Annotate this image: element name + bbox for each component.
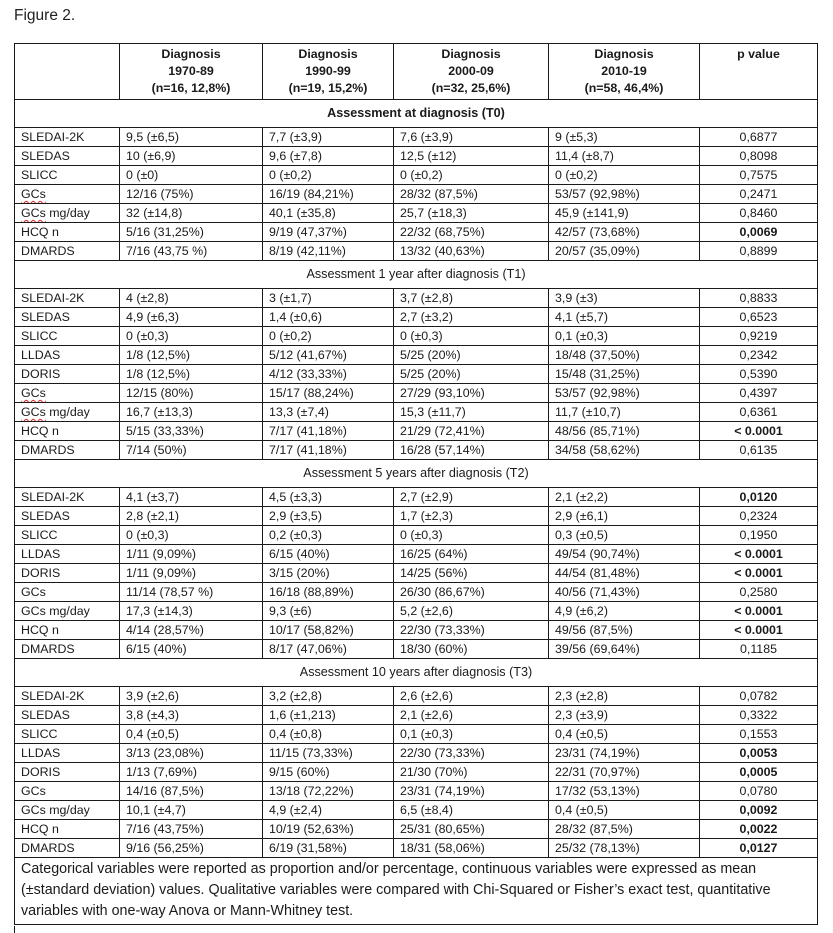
value-cell: 8/17 (47,06%) [263,640,394,659]
value-cell: 1/13 (7,69%) [120,763,263,782]
value-cell: 49/56 (87,5%) [549,621,700,640]
table-row [15,583,818,602]
value-cell: 22/31 (70,97%) [549,763,700,782]
p-value-cell: 0,0780 [700,782,818,801]
row-label-text: GCs mg/day [21,405,90,419]
value-cell: 25,7 (±18,3) [394,204,549,223]
row-label: HCQ n [15,223,120,242]
value-cell: 1/8 (12,5%) [120,346,263,365]
value-cell: 4/12 (33,33%) [263,365,394,384]
value-cell: 7/14 (50%) [120,441,263,460]
value-cell: 18/30 (60%) [394,640,549,659]
p-value-cell: < 0.0001 [700,621,818,640]
value-cell: 7/17 (41,18%) [263,441,394,460]
value-cell: 6,5 (±8,4) [394,801,549,820]
value-cell: 1,4 (±0,6) [263,308,394,327]
table-row [15,384,818,403]
value-cell: 0 (±0,2) [549,166,700,185]
p-value-cell: < 0.0001 [700,602,818,621]
value-cell: 11,7 (±10,7) [549,403,700,422]
value-cell: 0,2 (±0,3) [263,526,394,545]
value-cell: 2,9 (±3,5) [263,507,394,526]
p-value-cell: 0,2580 [700,583,818,602]
value-cell: 28/32 (87,5%) [549,820,700,839]
value-cell: 0 (±0,3) [120,327,263,346]
row-label: SLICC [15,327,120,346]
value-cell: 12,5 (±12) [394,147,549,166]
header-period-4 [549,44,700,100]
value-cell: 4/14 (28,57%) [120,621,263,640]
value-cell: 2,1 (±2,6) [394,706,549,725]
row-label: GCs [15,782,120,801]
section-title: Assessment 10 years after diagnosis (T3) [15,659,818,687]
table-row [15,602,818,621]
spellcheck-word: GCs [21,206,46,220]
table-row [15,346,818,365]
row-label: SLEDAS [15,308,120,327]
value-cell: 7/17 (41,18%) [263,422,394,441]
row-label: SLICC [15,725,120,744]
value-cell: 4,9 (±2,4) [263,801,394,820]
value-cell: 2,8 (±2,1) [120,507,263,526]
value-cell: 11/14 (78,57 %) [120,583,263,602]
value-cell: 1/8 (12,5%) [120,365,263,384]
header-p-value [700,44,818,100]
value-cell: 3 (±1,7) [263,289,394,308]
header-line: Diagnosis [594,47,654,61]
value-cell: 3,2 (±2,8) [263,687,394,706]
value-cell: 42/57 (73,68%) [549,223,700,242]
p-value-cell: 0,0127 [700,839,818,858]
value-cell: 3,8 (±4,3) [120,706,263,725]
header-period-1 [120,44,263,100]
value-cell: 16,7 (±13,3) [120,403,263,422]
table-row [15,488,818,507]
value-cell: 0 (±0,2) [263,166,394,185]
value-cell: 5,2 (±2,6) [394,602,549,621]
row-label: DMARDS [15,640,120,659]
header-empty-cell [15,44,120,100]
value-cell: 53/57 (92,98%) [549,384,700,403]
value-cell: 16/18 (88,89%) [263,583,394,602]
value-cell: 0 (±0,3) [120,526,263,545]
p-value-cell: 0,2324 [700,507,818,526]
value-cell: 17/32 (53,13%) [549,782,700,801]
table-row [15,744,818,763]
table-row [15,621,818,640]
value-cell: 18/48 (37,50%) [549,346,700,365]
value-cell: 32 (±14,8) [120,204,263,223]
row-label [15,204,120,223]
row-label: SLEDAI-2K [15,128,120,147]
section-title: Assessment 1 year after diagnosis (T1) [15,261,818,289]
value-cell: 13/18 (72,22%) [263,782,394,801]
value-cell: 9,6 (±7,8) [263,147,394,166]
value-cell: 34/58 (58,62%) [549,441,700,460]
p-value-cell: 0,9219 [700,327,818,346]
header-row [15,44,818,100]
table-row [15,801,818,820]
row-label: SLEDAS [15,706,120,725]
footnote-text: Categorical variables were reported as proportion and/or percentage, continuous variables were expressed as mean (±standard deviation) values. Qualitative variables were compared with Chi-Squared or Fisher’s exact test, quantitative variables with one-way Anova or Mann-Whitney test. [15,858,818,925]
p-value-cell: 0,0120 [700,488,818,507]
table-row [15,327,818,346]
table-row [15,545,818,564]
value-cell: 2,6 (±2,6) [394,687,549,706]
section-header-row [15,460,818,488]
value-cell: 4 (±2,8) [120,289,263,308]
table-row [15,441,818,460]
table-row [15,839,818,858]
section-header-row [15,100,818,128]
header-line: Diagnosis [161,47,221,61]
value-cell: 2,7 (±3,2) [394,308,549,327]
figure-title: Figure 2. [14,7,76,24]
value-cell: 7,6 (±3,9) [394,128,549,147]
value-cell: 7/16 (43,75%) [120,820,263,839]
page-edge-line [14,926,15,933]
header-period-3 [394,44,549,100]
value-cell: 12/16 (75%) [120,185,263,204]
p-value-cell: 0,0022 [700,820,818,839]
value-cell: 20/57 (35,09%) [549,242,700,261]
table-row [15,128,818,147]
value-cell: 1,7 (±2,3) [394,507,549,526]
p-value-cell: 0,1553 [700,725,818,744]
table-row [15,564,818,583]
value-cell: 5/12 (41,67%) [263,346,394,365]
value-cell: 5/15 (33,33%) [120,422,263,441]
value-cell: 11/15 (73,33%) [263,744,394,763]
table-row [15,782,818,801]
value-cell: 18/31 (58,06%) [394,839,549,858]
value-cell: 48/56 (85,71%) [549,422,700,441]
value-cell: 13/32 (40,63%) [394,242,549,261]
value-cell: 9,3 (±6) [263,602,394,621]
value-cell: 22/30 (73,33%) [394,744,549,763]
p-value-cell: 0,8833 [700,289,818,308]
value-cell: 4,1 (±3,7) [120,488,263,507]
value-cell: 5/25 (20%) [394,365,549,384]
header-line: Diagnosis [298,47,358,61]
row-label: HCQ n [15,422,120,441]
value-cell: 3/15 (20%) [263,564,394,583]
header-line: (n=32, 25,6%) [431,81,511,95]
header-line: (n=16, 12,8%) [151,81,231,95]
row-label: SLEDAS [15,507,120,526]
p-value-cell: 0,4397 [700,384,818,403]
table-row [15,289,818,308]
value-cell: 6/15 (40%) [263,545,394,564]
value-cell: 25/31 (80,65%) [394,820,549,839]
row-label: GCs [15,583,120,602]
row-label: GCs mg/day [15,602,120,621]
spellcheck-word: GCs [21,386,46,400]
value-cell: 26/30 (86,67%) [394,583,549,602]
table-row [15,725,818,744]
value-cell: 0 (±0,3) [394,327,549,346]
value-cell: 9 (±5,3) [549,128,700,147]
spellcheck-word: GCs [21,187,46,201]
value-cell: 10,1 (±4,7) [120,801,263,820]
p-value-cell: 0,6135 [700,441,818,460]
value-cell: 16/28 (57,14%) [394,441,549,460]
value-cell: 0 (±0,2) [263,327,394,346]
value-cell: 2,1 (±2,2) [549,488,700,507]
value-cell: 9/15 (60%) [263,763,394,782]
value-cell: 0,4 (±0,8) [263,725,394,744]
value-cell: 10/17 (58,82%) [263,621,394,640]
table-row [15,403,818,422]
value-cell: 45,9 (±141,9) [549,204,700,223]
value-cell: 3,9 (±2,6) [120,687,263,706]
row-label [15,384,120,403]
value-cell: 15/48 (31,25%) [549,365,700,384]
value-cell: 9/16 (56,25%) [120,839,263,858]
p-value-cell: 0,0005 [700,763,818,782]
results-table [14,43,818,925]
value-cell: 0,4 (±0,5) [549,725,700,744]
footnote-row [15,858,818,925]
row-label: SLEDAI-2K [15,687,120,706]
spellcheck-word: GCs [21,405,46,419]
value-cell: 10 (±6,9) [120,147,263,166]
p-value-cell: 0,0092 [700,801,818,820]
table-body [15,100,818,925]
value-cell: 4,1 (±5,7) [549,308,700,327]
table-row [15,706,818,725]
p-value-cell: 0,1185 [700,640,818,659]
value-cell: 7,7 (±3,9) [263,128,394,147]
value-cell: 0 (±0,3) [394,526,549,545]
value-cell: 5/25 (20%) [394,346,549,365]
p-value-cell: 0,6877 [700,128,818,147]
p-value-cell: 0,0069 [700,223,818,242]
p-value-cell: < 0.0001 [700,545,818,564]
table-row [15,308,818,327]
value-cell: 14/16 (87,5%) [120,782,263,801]
value-cell: 10/19 (52,63%) [263,820,394,839]
row-label: HCQ n [15,621,120,640]
value-cell: 0,1 (±0,3) [549,327,700,346]
row-label [15,403,120,422]
row-label: LLDAS [15,346,120,365]
row-label-text: GCs mg/day [21,206,90,220]
value-cell: 1,6 (±1,213) [263,706,394,725]
row-label: GCs mg/day [15,801,120,820]
section-title: Assessment at diagnosis (T0) [15,100,818,128]
header-line: (n=58, 46,4%) [584,81,664,95]
row-label: DMARDS [15,242,120,261]
value-cell: 5/16 (31,25%) [120,223,263,242]
header-line: 2010-19 [601,64,647,78]
p-value-cell: 0,5390 [700,365,818,384]
table-row [15,687,818,706]
value-cell: 53/57 (92,98%) [549,185,700,204]
p-value-cell: 0,0782 [700,687,818,706]
p-value-cell: 0,3322 [700,706,818,725]
header-period-2 [263,44,394,100]
value-cell: 28/32 (87,5%) [394,185,549,204]
header-line: (n=19, 15,2%) [288,81,368,95]
value-cell: 9,5 (±6,5) [120,128,263,147]
value-cell: 0,4 (±0,5) [120,725,263,744]
value-cell: 8/19 (42,11%) [263,242,394,261]
value-cell: 6/19 (31,58%) [263,839,394,858]
value-cell: 3,7 (±2,8) [394,289,549,308]
header-line: p value [737,47,780,61]
table-row [15,204,818,223]
value-cell: 2,9 (±6,1) [549,507,700,526]
value-cell: 2,3 (±3,9) [549,706,700,725]
value-cell: 16/25 (64%) [394,545,549,564]
table-row [15,365,818,384]
value-cell: 15,3 (±11,7) [394,403,549,422]
p-value-cell: 0,8460 [700,204,818,223]
row-label: SLICC [15,526,120,545]
value-cell: 0 (±0) [120,166,263,185]
row-label: DORIS [15,564,120,583]
value-cell: 49/54 (90,74%) [549,545,700,564]
row-label: DMARDS [15,441,120,460]
row-label: LLDAS [15,545,120,564]
p-value-cell: 0,8098 [700,147,818,166]
value-cell: 7/16 (43,75 %) [120,242,263,261]
table-row [15,820,818,839]
value-cell: 23/31 (74,19%) [394,782,549,801]
value-cell: 23/31 (74,19%) [549,744,700,763]
row-label: HCQ n [15,820,120,839]
value-cell: 9/19 (47,37%) [263,223,394,242]
p-value-cell: 0,2471 [700,185,818,204]
row-label-text [21,187,46,201]
value-cell: 40/56 (71,43%) [549,583,700,602]
value-cell: 3/13 (23,08%) [120,744,263,763]
value-cell: 25/32 (78,13%) [549,839,700,858]
value-cell: 21/29 (72,41%) [394,422,549,441]
row-label: LLDAS [15,744,120,763]
row-label: SLICC [15,166,120,185]
value-cell: 15/17 (88,24%) [263,384,394,403]
p-value-cell: 0,6523 [700,308,818,327]
p-value-cell: 0,6361 [700,403,818,422]
value-cell: 2,7 (±2,9) [394,488,549,507]
table-row [15,640,818,659]
table-row [15,166,818,185]
section-title: Assessment 5 years after diagnosis (T2) [15,460,818,488]
p-value-cell: < 0.0001 [700,422,818,441]
row-label: SLEDAI-2K [15,488,120,507]
row-label [15,185,120,204]
p-value-cell: < 0.0001 [700,564,818,583]
value-cell: 40,1 (±35,8) [263,204,394,223]
value-cell: 14/25 (56%) [394,564,549,583]
table-row [15,763,818,782]
value-cell: 4,5 (±3,3) [263,488,394,507]
value-cell: 0,3 (±0,5) [549,526,700,545]
row-label: SLEDAI-2K [15,289,120,308]
table-row [15,223,818,242]
value-cell: 4,9 (±6,3) [120,308,263,327]
value-cell: 4,9 (±6,2) [549,602,700,621]
table-row [15,526,818,545]
value-cell: 13,3 (±7,4) [263,403,394,422]
value-cell: 16/19 (84,21%) [263,185,394,204]
p-value-cell: 0,2342 [700,346,818,365]
table-row [15,422,818,441]
header-line: 2000-09 [448,64,494,78]
value-cell: 1/11 (9,09%) [120,564,263,583]
header-line: 1970-89 [168,64,214,78]
table-row [15,185,818,204]
row-label: DMARDS [15,839,120,858]
value-cell: 2,3 (±2,8) [549,687,700,706]
value-cell: 21/30 (70%) [394,763,549,782]
section-header-row [15,659,818,687]
table-row [15,147,818,166]
row-label: DORIS [15,763,120,782]
row-label: SLEDAS [15,147,120,166]
table-row [15,242,818,261]
value-cell: 44/54 (81,48%) [549,564,700,583]
header-line: Diagnosis [441,47,501,61]
p-value-cell: 0,7575 [700,166,818,185]
header-line: 1990-99 [305,64,351,78]
table-row [15,507,818,526]
row-label: DORIS [15,365,120,384]
value-cell: 39/56 (69,64%) [549,640,700,659]
value-cell: 0 (±0,2) [394,166,549,185]
value-cell: 22/32 (68,75%) [394,223,549,242]
value-cell: 12/15 (80%) [120,384,263,403]
p-value-cell: 0,8899 [700,242,818,261]
row-label-text [21,386,46,400]
section-header-row [15,261,818,289]
value-cell: 0,4 (±0,5) [549,801,700,820]
p-value-cell: 0,1950 [700,526,818,545]
p-value-cell: 0,0053 [700,744,818,763]
value-cell: 27/29 (93,10%) [394,384,549,403]
value-cell: 6/15 (40%) [120,640,263,659]
value-cell: 0,1 (±0,3) [394,725,549,744]
value-cell: 3,9 (±3) [549,289,700,308]
value-cell: 1/11 (9,09%) [120,545,263,564]
value-cell: 22/30 (73,33%) [394,621,549,640]
value-cell: 17,3 (±14,3) [120,602,263,621]
value-cell: 11,4 (±8,7) [549,147,700,166]
